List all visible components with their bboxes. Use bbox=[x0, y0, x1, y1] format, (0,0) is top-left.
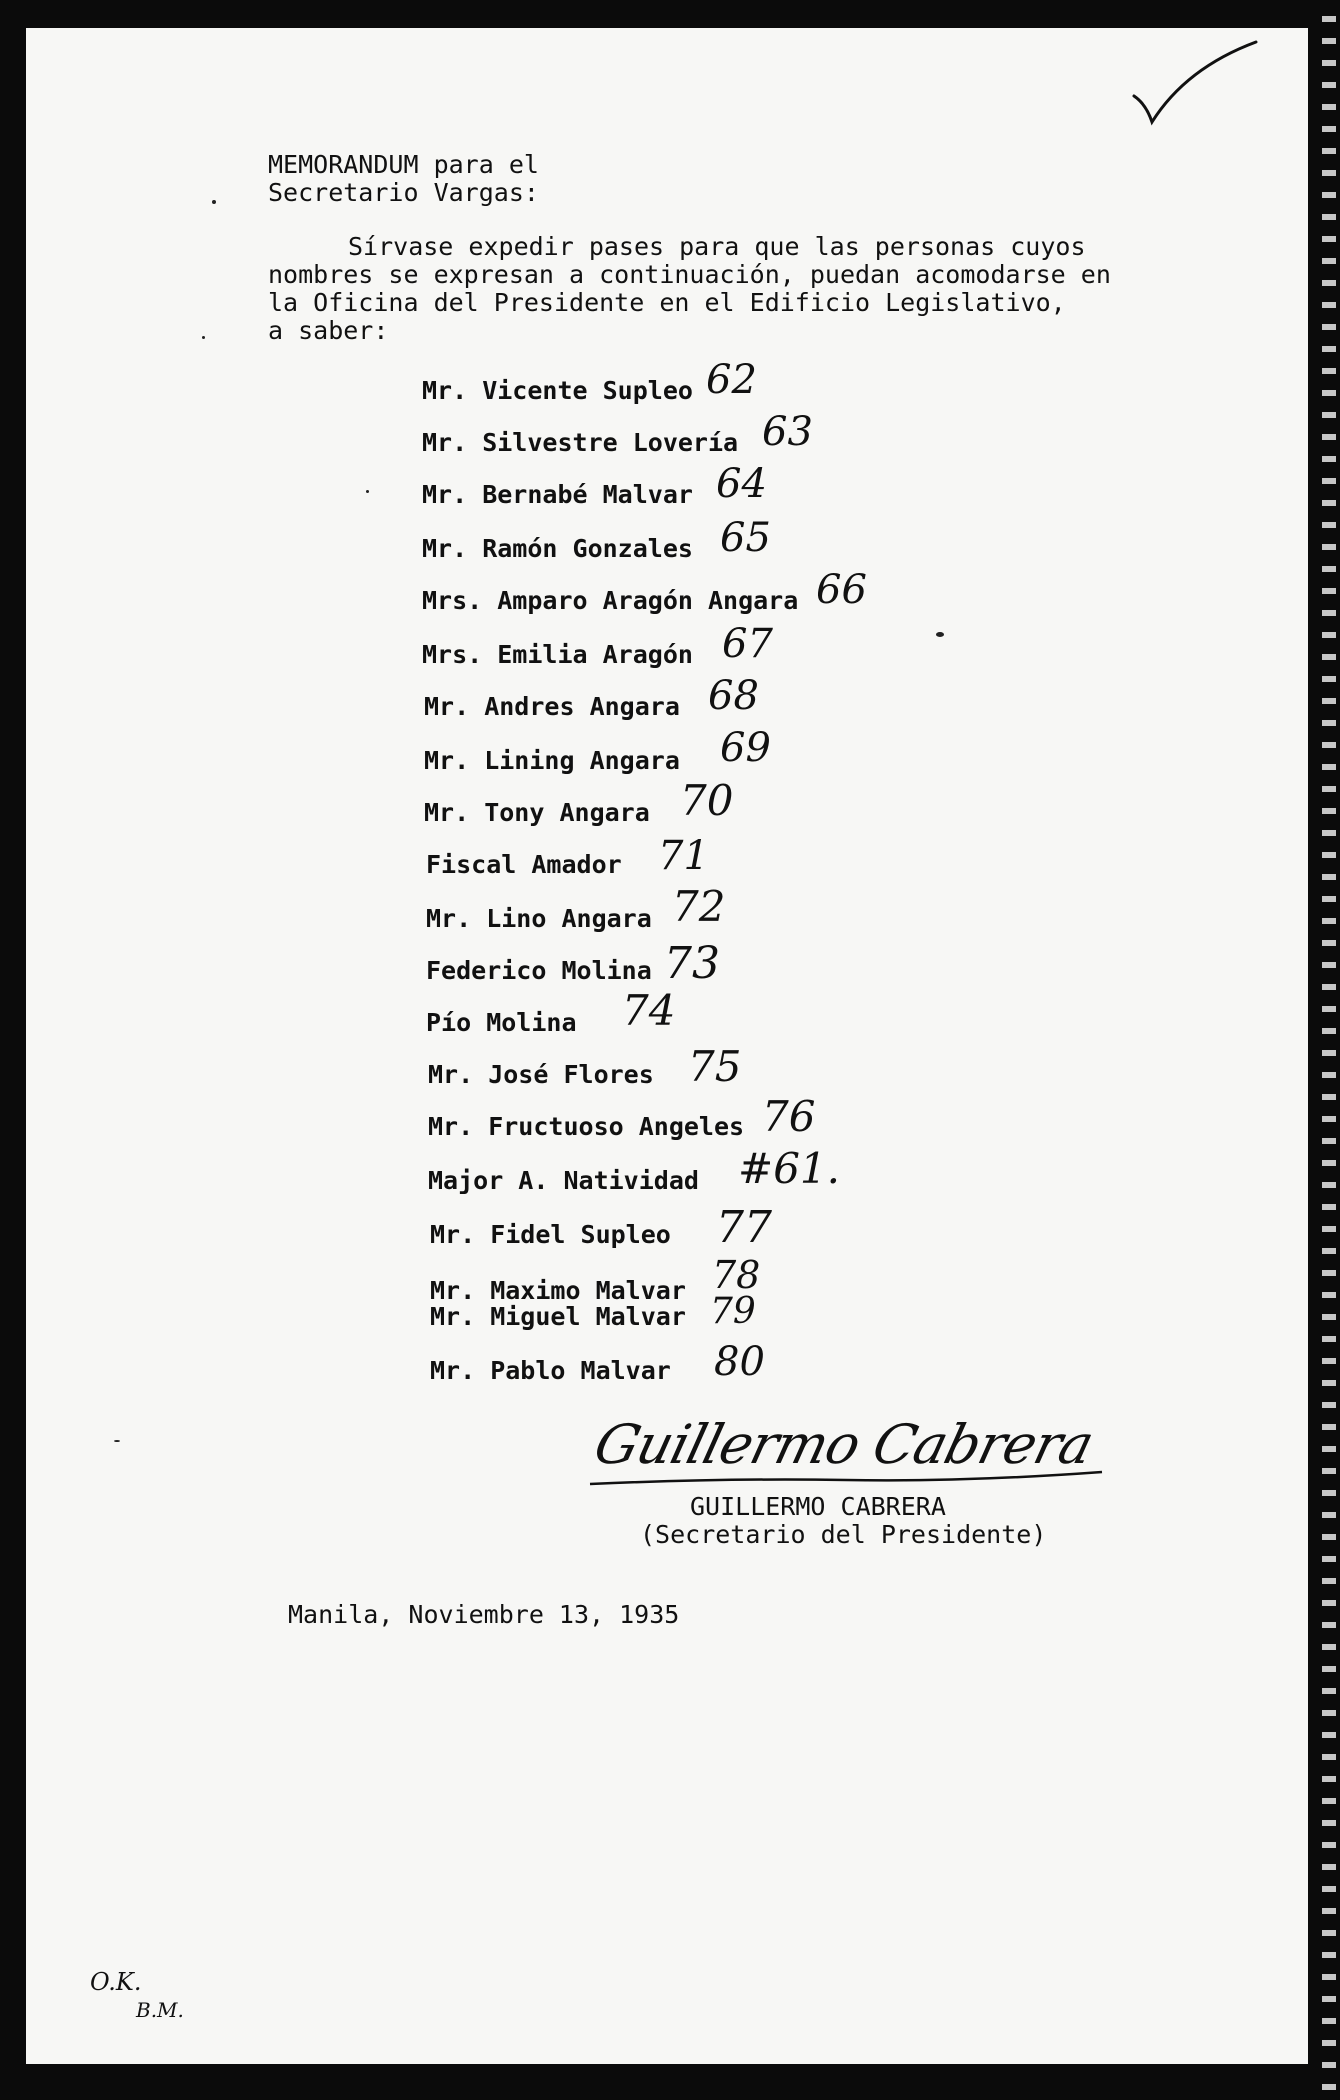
person-name: Mrs. Amparo Aragón Angara bbox=[422, 586, 799, 615]
memo-body-line3: la Oficina del Presidente en el Edificio Legislativo, bbox=[268, 288, 1066, 317]
pass-number: 73 bbox=[664, 938, 720, 989]
margin-note-initials: B.M. bbox=[136, 1998, 184, 2022]
person-name: Mr. Lino Angara bbox=[426, 904, 652, 933]
pass-number: 66 bbox=[816, 567, 867, 613]
person-name: Mr. Andres Angara bbox=[424, 692, 680, 721]
pass-number: 67 bbox=[722, 621, 773, 667]
memo-heading-line1: MEMORANDUM para el bbox=[268, 150, 539, 179]
pass-number: 63 bbox=[762, 409, 813, 455]
person-name: Mr. Vicente Supleo bbox=[422, 376, 693, 405]
speck bbox=[212, 200, 216, 204]
person-name: Mrs. Emilia Aragón bbox=[422, 640, 693, 669]
pass-number: 79 bbox=[710, 1291, 756, 1332]
person-name: Mr. José Flores bbox=[428, 1060, 654, 1089]
pass-number: 70 bbox=[680, 776, 734, 825]
pass-number: 77 bbox=[716, 1202, 772, 1253]
person-name: Mr. Silvestre Lovería bbox=[422, 428, 739, 457]
person-name: Mr. Tony Angara bbox=[424, 798, 650, 827]
film-edge bbox=[1322, 0, 1336, 2100]
pass-number: 75 bbox=[688, 1042, 742, 1091]
person-name: Mr. Ramón Gonzales bbox=[422, 534, 693, 563]
pass-number: 69 bbox=[720, 725, 771, 771]
memo-body-line1: Sírvase expedir pases para que las personas cuyos bbox=[348, 232, 1086, 261]
person-name: Federico Molina bbox=[426, 956, 652, 985]
pass-number: 65 bbox=[720, 515, 771, 561]
person-name: Pío Molina bbox=[426, 1008, 577, 1037]
pass-number: 64 bbox=[716, 461, 767, 507]
person-name: Mr. Miguel Malvar bbox=[430, 1302, 686, 1331]
speck bbox=[202, 336, 205, 339]
pass-number: 74 bbox=[622, 986, 676, 1035]
memo-body-line4: a saber: bbox=[268, 316, 389, 345]
person-name: Major A. Natividad bbox=[428, 1166, 699, 1195]
pass-number: 68 bbox=[708, 673, 759, 719]
person-name: Fiscal Amador bbox=[426, 850, 622, 879]
signatory-title: (Secretario del Presidente) bbox=[640, 1520, 1047, 1549]
pass-number: 72 bbox=[672, 882, 726, 931]
signatory-name: GUILLERMO CABRERA bbox=[690, 1492, 946, 1521]
person-name: Mr. Maximo Malvar bbox=[430, 1276, 686, 1305]
memo-body-line2: nombres se expresan a continuación, puedan acomodarse en bbox=[268, 260, 1111, 289]
pass-number: 71 bbox=[658, 833, 709, 879]
speck bbox=[936, 632, 944, 637]
memo-heading-line2: Secretario Vargas: bbox=[268, 178, 539, 207]
pass-number: 78 bbox=[712, 1253, 761, 1297]
document-page bbox=[26, 28, 1308, 2064]
pass-number: #61. bbox=[738, 1144, 840, 1193]
person-name: Mr. Pablo Malvar bbox=[430, 1356, 671, 1385]
check-mark-icon bbox=[1126, 38, 1266, 128]
speck bbox=[366, 490, 369, 493]
margin-note-ok: O.K. bbox=[90, 1968, 142, 1996]
pass-number: 80 bbox=[714, 1339, 765, 1385]
speck bbox=[114, 1440, 120, 1442]
pass-number: 62 bbox=[706, 357, 757, 403]
person-name: Mr. Fidel Supleo bbox=[430, 1220, 671, 1249]
person-name: Mr. Lining Angara bbox=[424, 746, 680, 775]
person-name: Mr. Fructuoso Angeles bbox=[428, 1112, 745, 1141]
pass-number: 76 bbox=[762, 1092, 816, 1141]
handwritten-signature: Guillermo Cabrera bbox=[588, 1413, 1100, 1476]
date-line: Manila, Noviembre 13, 1935 bbox=[288, 1600, 680, 1629]
person-name: Mr. Bernabé Malvar bbox=[422, 480, 693, 509]
